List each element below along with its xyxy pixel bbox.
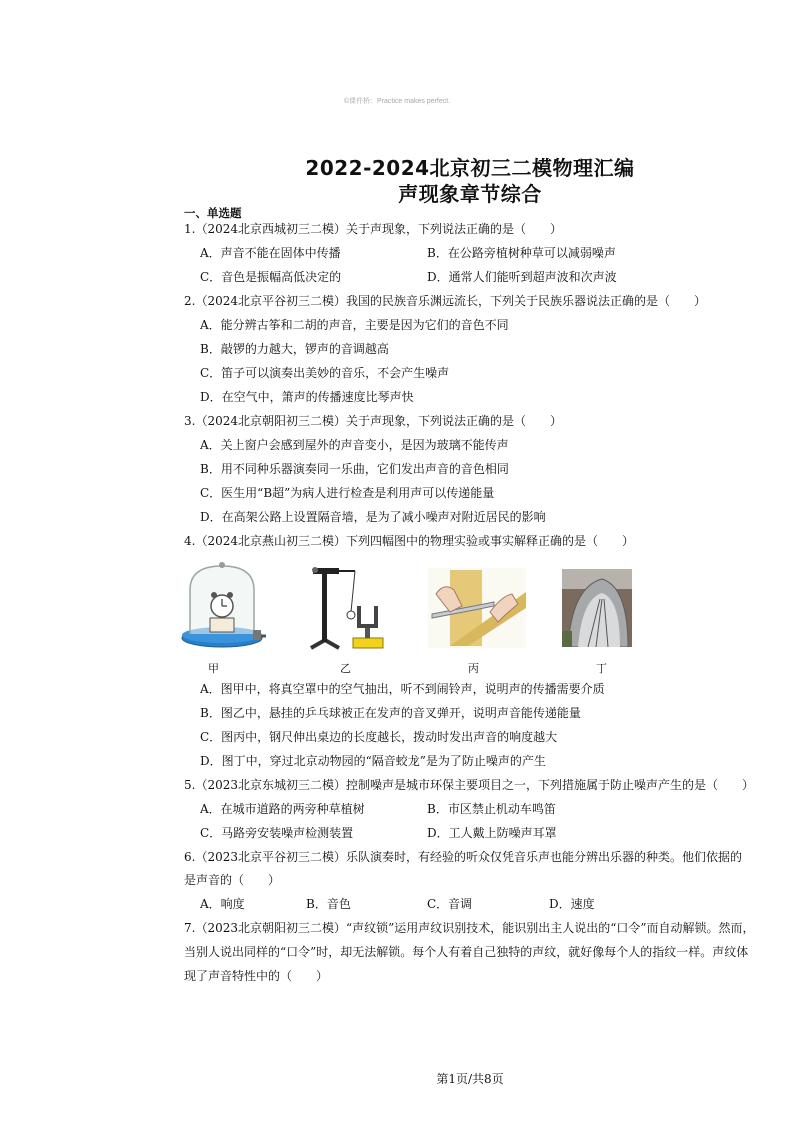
question-7-stem-line-2: 当别人说出同样的“口令”时，却无法解锁。每个人有着自己独特的声纹，就好像每个人的指纹一样。声纹体 bbox=[184, 945, 749, 959]
question-1-stem: 1.（2024北京西城初三二模）关于声现象，下列说法正确的是（ ） bbox=[184, 222, 562, 236]
figure-label-ding: 丁 bbox=[596, 662, 607, 675]
question-3-option-d: D．在高架公路上设置隔音墙，是为了减小噪声对附近居民的影响 bbox=[200, 510, 546, 524]
question-4-stem: 4.（2024北京燕山初三二模）下列四幅图中的物理实验或事实解释正确的是（ ） bbox=[184, 534, 634, 548]
question-6-option-d: D．速度 bbox=[549, 897, 595, 911]
question-6-option-c: C．音调 bbox=[427, 897, 473, 911]
question-6-option-b: B．音色 bbox=[306, 897, 351, 911]
figure-label-yi: 乙 bbox=[340, 662, 351, 675]
question-5-option-c: C．马路旁安装噪声检测装置 bbox=[200, 826, 354, 840]
question-3-option-b: B．用不同种乐器演奏同一乐曲，它们发出声音的音色相同 bbox=[200, 462, 509, 476]
question-2-option-d: D．在空气中，箫声的传播速度比琴声快 bbox=[200, 390, 414, 404]
question-2-option-c: C．笛子可以演奏出美妙的音乐，不会产生噪声 bbox=[200, 366, 450, 380]
question-2-option-a: A．能分辨古筝和二胡的声音，主要是因为它们的音色不同 bbox=[200, 318, 509, 332]
figure-steel-ruler bbox=[428, 568, 526, 648]
figure-tuning-fork bbox=[303, 560, 387, 652]
watermark: ©课件桥：Practice makes perfect. bbox=[343, 98, 451, 105]
question-7-stem-line-3: 现了声音特性中的（ ） bbox=[184, 969, 329, 983]
question-7-stem-line-1: 7.（2023北京朝阳初三二模）“声纹锁”运用声纹识别技术，能识别出主人说出的“口令”而自动解锁。然而， bbox=[184, 921, 755, 935]
question-4-option-b: B．图乙中，悬挂的乒乓球被正在发声的音叉弹开，说明声音能传递能量 bbox=[200, 706, 581, 720]
question-5-option-d: D．工人戴上防噪声耳罩 bbox=[427, 826, 557, 840]
figure-label-bing: 丙 bbox=[468, 662, 479, 675]
question-3-option-a: A．关上窗户会感到屋外的声音变小，是因为玻璃不能传声 bbox=[200, 438, 509, 452]
question-6-option-a: A．响度 bbox=[200, 897, 245, 911]
question-4-option-d: D．图丁中，穿过北京动物园的“隔音蛟龙”是为了防止噪声的产生 bbox=[200, 754, 546, 768]
question-3-stem: 3.（2024北京朝阳初三二模）关于声现象，下列说法正确的是（ ） bbox=[184, 414, 562, 428]
question-5-stem: 5.（2023北京东城初三二模）控制噪声是城市环保主要项目之一，下列措施属于防止噪声产生的是（ ） bbox=[184, 778, 754, 792]
question-3-option-c: C．医生用“B超”为病人进行检查是利用声可以传递能量 bbox=[200, 486, 495, 500]
question-6-stem-line-2: 是声音的（ ） bbox=[184, 873, 281, 887]
question-1-option-c: C．音色是振幅高低决定的 bbox=[200, 270, 342, 284]
question-2-option-b: B．敲锣的力越大，锣声的音调越高 bbox=[200, 342, 389, 356]
question-5-option-b: B．市区禁止机动车鸣笛 bbox=[427, 802, 556, 816]
figure-label-jia: 甲 bbox=[208, 662, 219, 675]
document-subtitle: 声现象章节综合 bbox=[398, 182, 542, 206]
document-title: 2022-2024北京初三二模物理汇编 bbox=[305, 156, 635, 180]
question-4-option-c: C．图丙中，钢尺伸出桌边的长度越长，拨动时发出声音的响度越大 bbox=[200, 730, 558, 744]
question-4-option-a: A．图甲中，将真空罩中的空气抽出，听不到闹铃声，说明声的传播需要介质 bbox=[200, 682, 605, 696]
question-1-option-d: D．通常人们能听到超声波和次声波 bbox=[427, 270, 617, 284]
question-6-stem-line-1: 6.（2023北京平谷初三二模）乐队演奏时，有经验的听众仅凭音乐声也能分辨出乐器的种类。他们依据的 bbox=[184, 850, 742, 864]
question-1-option-b: B．在公路旁植树种草可以减弱噪声 bbox=[427, 246, 616, 260]
figure-bell-jar bbox=[180, 560, 268, 652]
question-5-option-a: A．在城市道路的两旁种草植树 bbox=[200, 802, 365, 816]
question-2-stem: 2.（2024北京平谷初三二模）我国的民族音乐渊远流长，下列关于民族乐器说法正确的是（ ） bbox=[184, 294, 706, 308]
figure-sound-barrier bbox=[562, 569, 632, 647]
question-1-option-a: A．声音不能在固体中传播 bbox=[200, 246, 341, 260]
page-number: 第1页/共8页 bbox=[436, 1072, 504, 1086]
section-heading: 一、单选题 bbox=[184, 206, 242, 220]
